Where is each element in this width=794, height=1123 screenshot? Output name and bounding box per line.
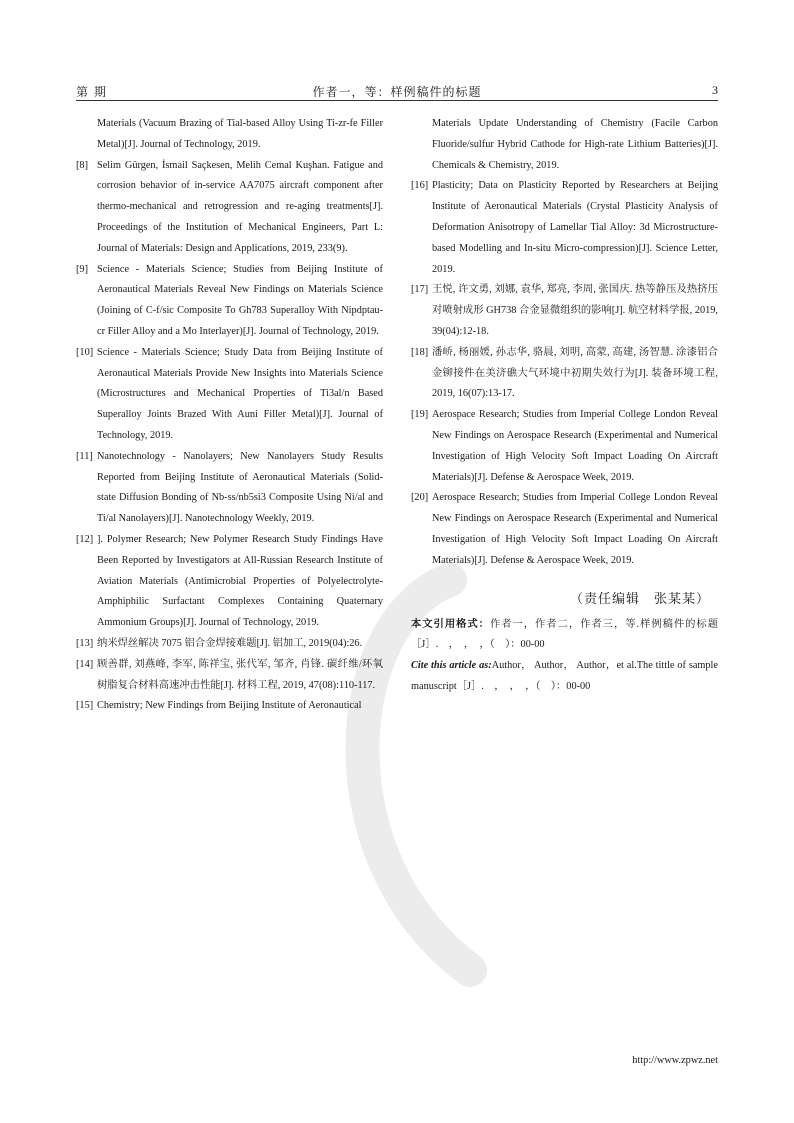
reference-item: [16] Plasticity; Data on Plasticity Reported by Researchers at Beijing Institute of Aeronautical Materials (Crystal Plasticity Analysis of Deformation Anisotropy of Lamellar Tial Alloy: 3d Microstructure-based Modelling and In-situ Micro-compression)[J]. Science Letter, 2019.	[411, 180, 718, 275]
reference-item: [12] ]. Polymer Research; New Polymer Research Study Findings Have Been Reported by Investigators at All-Russian Research Institute of Aviation Materials (Antimicrobial Properties of Polyelectrolyte-Amphiphilic Surfactant Complexes Containing Quaternary Ammonium Groups)[J]. Journal of Technology, 2019.	[76, 533, 383, 629]
page-number: 3	[712, 83, 718, 97]
citation-cn-text: 作者一，作者二，作者三，等.样例稿件的标题［J］. ， ， ，（ ）：00-00	[411, 618, 719, 651]
reference-item: [8] Selim Gürgen, İsmail Saçkesen, Melih Cemal Kuşhan. Fatigue and corrosion behavior of in-service AA7075 aircraft component after thermo-mechanical and retrogression and re-aging treatments[J]. Proceedings of the Institution of Mechanical Engineers, Part L: Journal of Materials: Design and Applications, 2019, 233(9).	[76, 159, 383, 254]
page-header	[76, 83, 718, 101]
reference-item: [13] 纳米焊丝解决 7075 铝合金焊接难题[J]. 铝加工, 2019(04):26.	[76, 637, 363, 649]
reference-item: [9] Science - Materials Science; Studies from Beijing Institute of Aeronautical Materials Reveal New Findings on Materials Science (Joining of C-f/sic Composite To Gh783 Superalloy With Nipdptau-cr Filler Alloy and a Mo Interlayer)[J]. Journal of Technology, 2019.	[76, 263, 383, 337]
reference-item: [19] Aerospace Research; Studies from Imperial College London Reveal New Findings on Aerospace Research (Experimental and Numerical Investigation of High Velocity Soft Impact Loading On Aircraft Materials)[J]. Defense & Aerospace Week, 2019.	[411, 409, 718, 483]
citation-cn-label: 本文引用格式：	[411, 618, 490, 630]
citation-en-label: Cite this article as:	[411, 660, 492, 672]
right-column	[411, 114, 718, 698]
citation-cn	[411, 615, 718, 657]
running-title: 作者一，等：样例稿件的标题	[312, 85, 482, 99]
footer-url: http://www.zpwz.net	[632, 1055, 718, 1066]
citation-en-text: Author， Author， Author，et al.The tittle of sample manuscript［J］. ， ， ，（ ）：00-00	[411, 660, 718, 692]
reference-item: [20] Aerospace Research; Studies from Imperial College London Reveal New Findings on Aerospace Research (Experimental and Numerical Investigation of High Velocity Soft Impact Loading On Aircraft Materials)[J]. Defense & Aerospace Week, 2019.	[411, 492, 718, 566]
reference-item: Materials (Vacuum Brazing of Tial-based Alloy Using Ti-zr-fe Filler Metal)[J]. Journal of Technology, 2019.	[97, 118, 383, 150]
issue-label: 第期	[76, 85, 113, 99]
reference-item: [15] Chemistry; New Findings from Beijing Institute of Aeronautical	[76, 700, 362, 712]
reference-item: [14] 顾善群, 刘燕峰, 李军, 陈祥宝, 张代军, 邹齐, 肖锋. 碳纤维/环氧树脂复合材料高速冲击性能[J]. 材料工程, 2019, 47(08):110-117.	[76, 658, 383, 691]
responsible-editor: （责任编辑 张某某）	[569, 590, 710, 606]
citation-en	[411, 656, 718, 698]
reference-item: Materials Update Understanding of Chemistry (Facile Carbon Fluoride/sulfur Hybrid Cathode for High-rate Lithium Batteries)[J]. Chemicals & Chemistry, 2019.	[432, 118, 718, 171]
reference-item: [10] Science - Materials Science; Study Data from Beijing Institute of Aeronautical Materials Provide New Insights into Materials Science (Microstructures and Mechanical Properties of Ti3al/n Based Superalloy Joints Brazed With Auni Filler Metal)[J]. Journal of Technology, 2019.	[76, 346, 383, 441]
left-column	[76, 114, 383, 717]
reference-item: [17] 王悦, 许文勇, 刘娜, 袁华, 郑亮, 李周, 张国庆. 热等静压及热挤压对喷射成形 GH738 合金显微组织的影响[J]. 航空材料学报, 2019, 39(04):12-18.	[411, 284, 718, 337]
reference-item: [18] 潘峤, 杨丽媛, 孙志华, 骆晨, 刘明, 高蒙, 高建, 汤智慧. 涂漆铝合金铆接件在美济礁大气环境中初期失效行为[J]. 装备环境工程, 2019, 16(07):13-17.	[411, 346, 718, 400]
reference-item: [11] Nanotechnology - Nanolayers; New Nanolayers Study Results Reported from Beijing Institute of Aeronautical Materials (Solid-state Diffusion Bonding of Nb-ss/nb5si3 Composite Using Ni/al and Ti/al Nanolayers)[J]. Nanotechnology Weekly, 2019.	[76, 450, 383, 525]
